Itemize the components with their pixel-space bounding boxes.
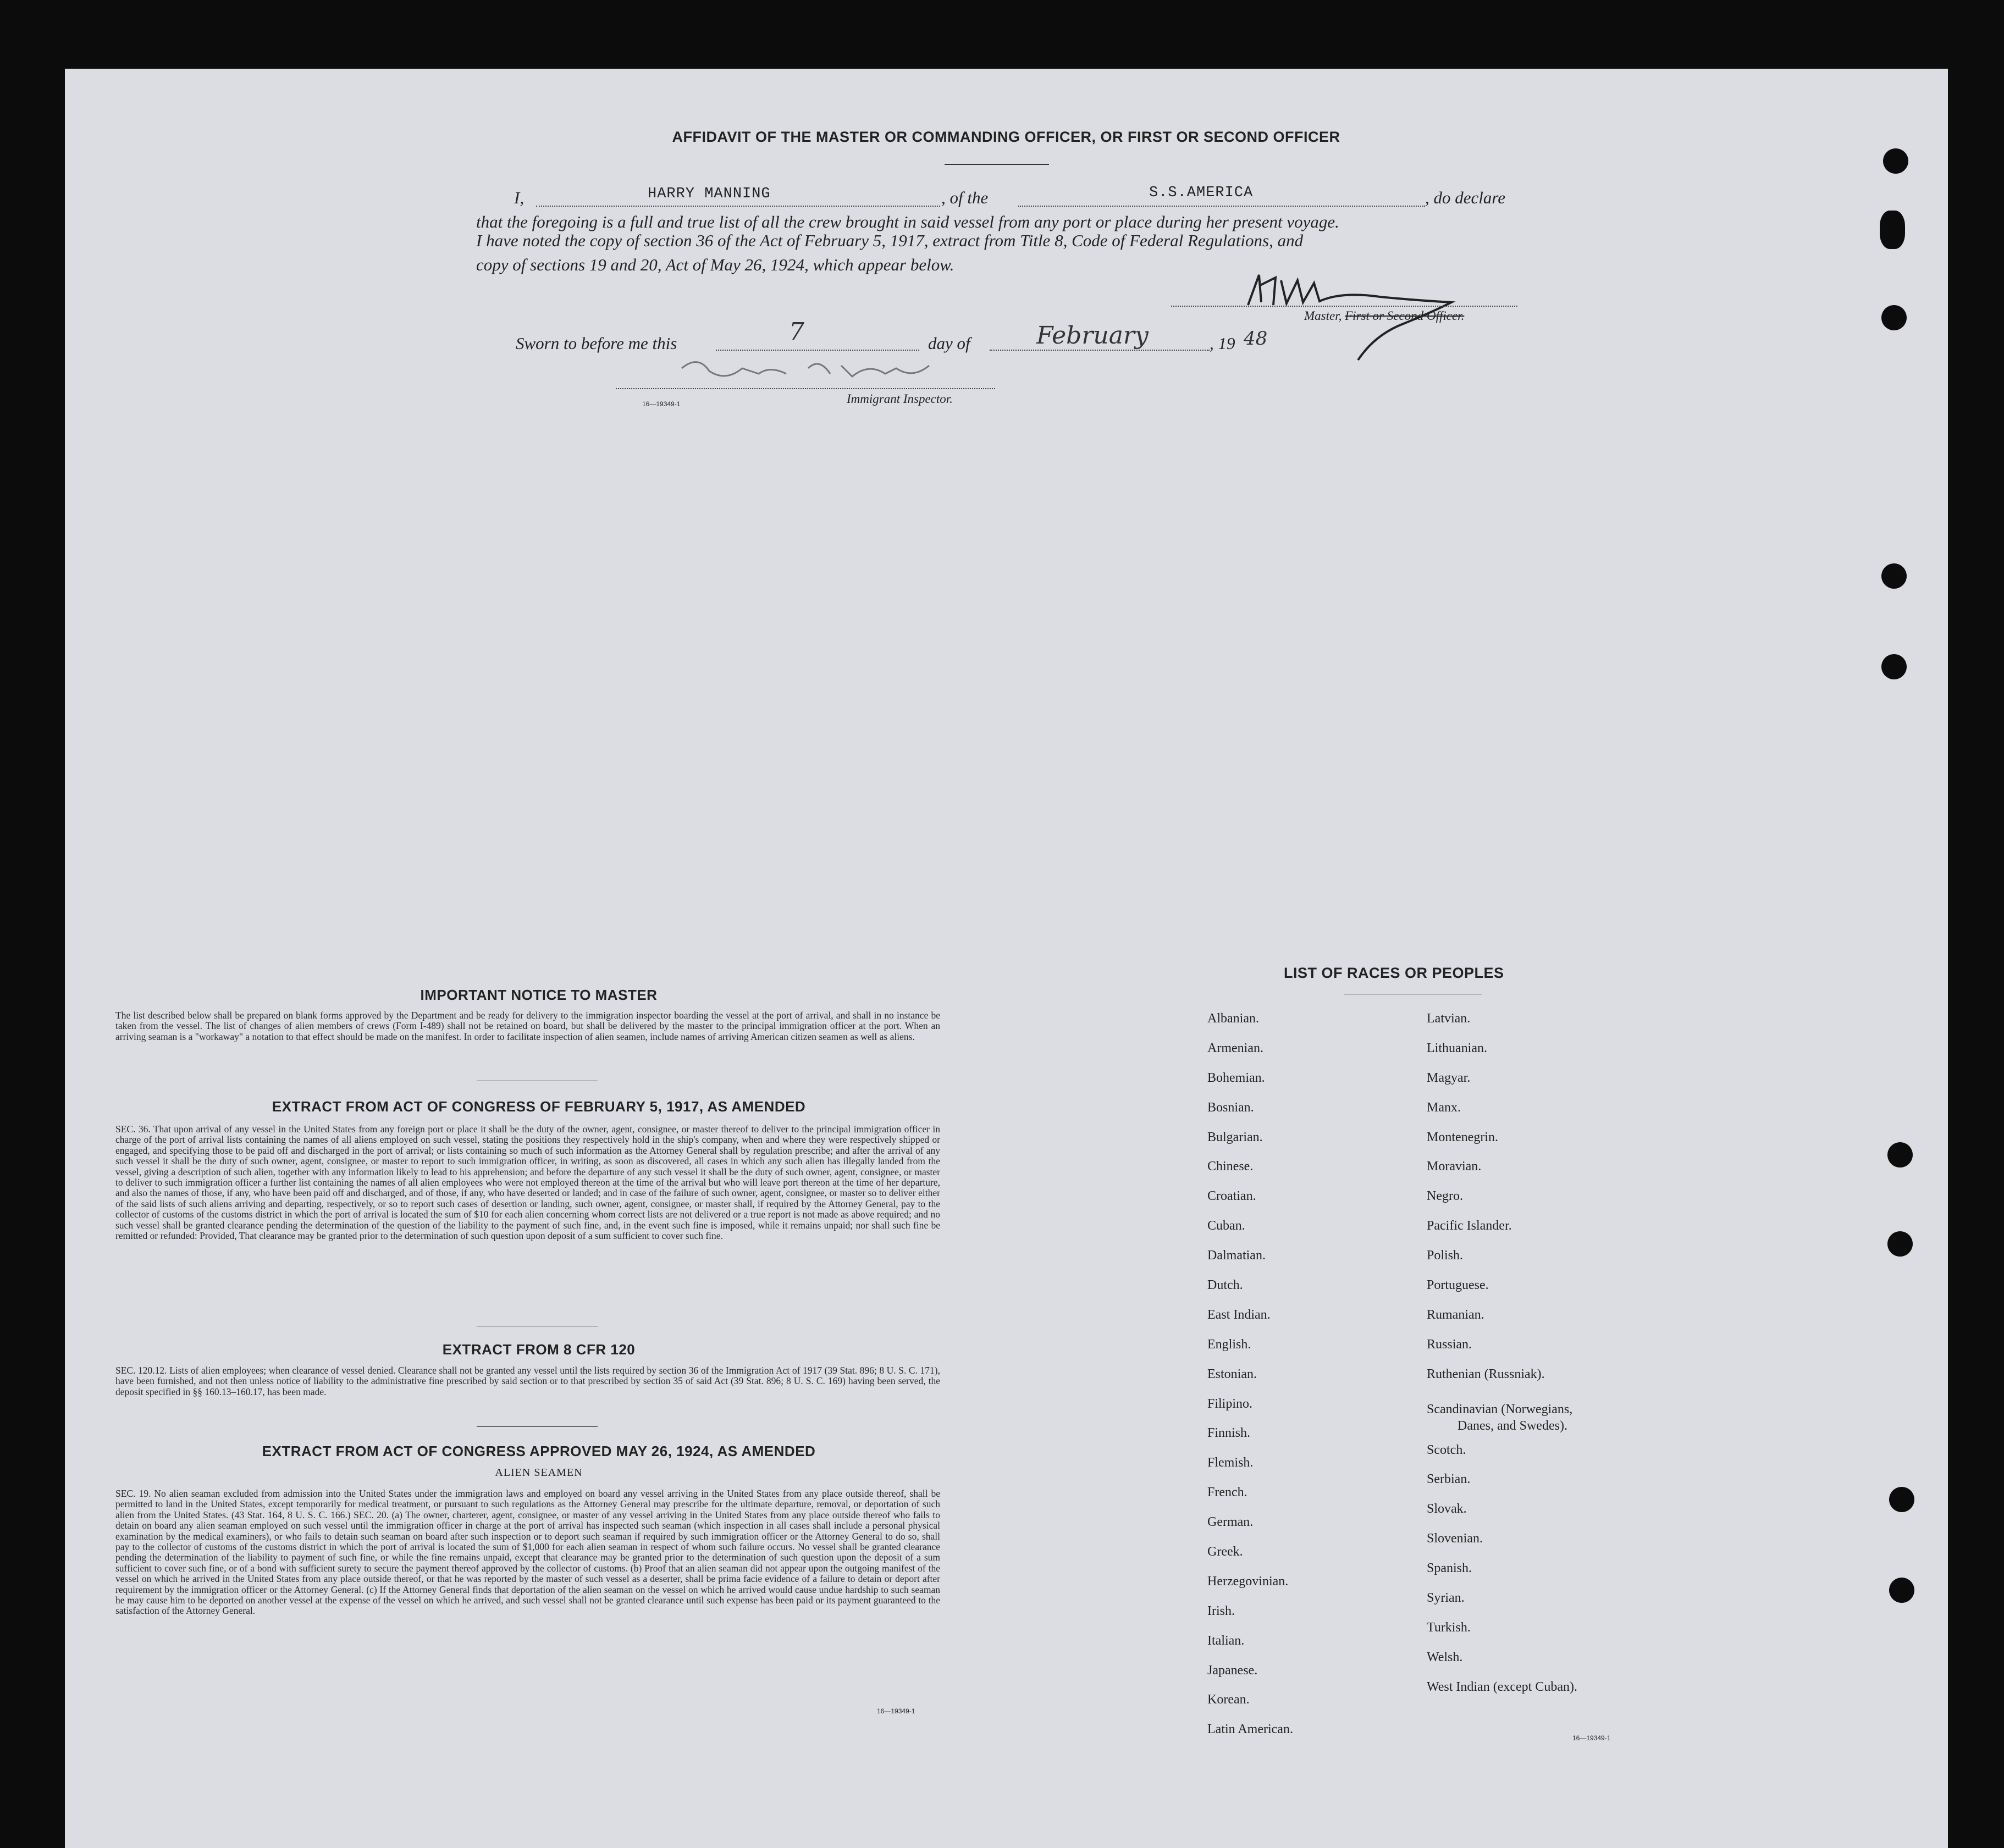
notice-paragraph: The list described below shall be prepared on blank forms approved by the Department and be ready for delivery to the immigration inspector boarding the vessel at the port of arrival, and shall in no instance be taken from the vessel. The list of changes of alien members of crews (Form I-489) shall not be retained on board, but shall be delivered by the master to the principal immigration officer at the port. When an arriving seaman is a "workaway" a notation to that effect should be made on the manifest. In order to facilitate inspection of alien seamen, include names of arriving American citizen seamen as well as aliens. [115, 1010, 940, 1042]
race-item: Portuguese. [1427, 1278, 1489, 1293]
race-item: Manx. [1427, 1100, 1461, 1115]
race-item: Latin American. [1207, 1722, 1293, 1737]
master-name-line [536, 206, 940, 207]
race-item: Japanese. [1207, 1663, 1258, 1678]
race-item: Polish. [1427, 1248, 1464, 1263]
race-item: Chinese. [1207, 1159, 1254, 1174]
race-item: Korean. [1207, 1692, 1250, 1707]
race-item: Finnish. [1207, 1426, 1251, 1441]
race-item: Slovak. [1427, 1502, 1467, 1517]
signature-line [1171, 306, 1517, 307]
race-item: Filipino. [1207, 1396, 1253, 1411]
notice-form-number: 16—19349-1 [877, 1707, 915, 1715]
declaration-line-3: I have noted the copy of section 36 of the Act of February 5, 1917, extract from Title 8, Code of Federal Regulations, and [476, 231, 1304, 250]
alien-seamen-subheading: ALIEN SEAMEN [495, 1467, 583, 1479]
binder-hole [1889, 1578, 1914, 1603]
race-item: Moravian. [1427, 1159, 1482, 1174]
binder-hole [1887, 1142, 1913, 1168]
year-prefix: , 19 [1210, 334, 1235, 353]
notice-heading: IMPORTANT NOTICE TO MASTER [420, 987, 658, 1003]
race-item: Ruthenian (Russniak). [1427, 1366, 1545, 1381]
extract-cfr-text: SEC. 120.12. Lists of alien employees; when clearance of vessel denied. Clearance shall not be granted any vessel until the lists required by section 36 of the Immigration Act of 1917 (39 Stat. 896; 8 U. S. C. 171), have been furnished, and not then unless notice of liability to the administrative fine prescribed by said section or to that prescribed by section 35 of said Act (39 Stat. 896; 8 U. S. C. 169) having been served, the deposit specified in §§ 160.13–160.17, has been made. [115, 1365, 940, 1397]
race-item: Danes, and Swedes). [1458, 1418, 1567, 1433]
binder-hole [1881, 305, 1907, 330]
race-item: Scandinavian (Norwegians, [1427, 1402, 1573, 1417]
race-item: German. [1207, 1515, 1254, 1530]
race-item: Scotch. [1427, 1442, 1466, 1457]
race-item: Negro. [1427, 1189, 1463, 1204]
sworn-day-line [716, 350, 919, 351]
race-item: Armenian. [1207, 1041, 1263, 1055]
extract-1917-text: SEC. 36. That upon arrival of any vessel in the United States from any foreign port or place it shall be the duty of the owner, agent, consignee, or master thereof to deliver to the principal immigration officer in charge of the port of arrival lists containing the names of all aliens employed on such vessel, stating the positions they respectively hold in the ship's company, when and where they were respectively shipped or engaged, and specifying those to be paid off and discharged in the port of arrival; or lists containing so much of such information as the Attorney General shall by regulation prescribe; and after the arrival of any such vessel it shall be the duty of such owner, agent, consignee, or master to report to such immigration officer, in writing, as soon as discovered, all cases in which any such alien has illegally landed from the vessel, giving a description of such alien, together with any information likely to lead to his apprehension; and before the departure of any such vessel it shall be the duty of such owner, agent, consignee, or master to deliver to such immigration officer a further list containing the names of all alien employees who were not employed thereon at the time of the arrival but who will leave port thereon at the time of her departure, and also the names of those, if any, who have been paid off and discharged, and of those, if any, who have deserted or landed; and in case of the failure of such owner, agent, consignee, or master so to deliver either of the said lists of such aliens arriving and departing, respectively, or so to report such cases of desertion or landing, such owner, agent, consignee, or master shall, if required by the Attorney General, pay to the collector of customs of the customs district in which the port of arrival is located the sum of $10 for each alien concerning whom correct lists are not delivered or a true report is not made as above required; and no such vessel shall be granted clearance pending the determination of the question of the liability to the payment of such fine, and, in the event such fine is imposed, while it remains unpaid; nor shall such fine be remitted or refunded: Provided, That clearance may be granted prior to the determination of such question upon deposit of a sum sufficient to cover such fine. [115, 1124, 940, 1242]
struck-officer-title: First or Second Officer. [1345, 309, 1465, 323]
inspector-title: Immigrant Inspector. [847, 392, 953, 406]
declaration-line-2: that the foregoing is a full and true list of all the crew brought in said vessel from any port or place during her present voyage. [476, 212, 1339, 231]
race-item: Albanian. [1207, 1011, 1259, 1026]
of-the-label: , of the [941, 188, 989, 207]
sworn-day: 7 [789, 318, 804, 346]
race-item: Bulgarian. [1207, 1130, 1263, 1144]
race-item: Estonian. [1207, 1366, 1257, 1381]
races-column-1 [1207, 1010, 1293, 1751]
race-item: West Indian (except Cuban). [1427, 1679, 1577, 1694]
binder-hole [1887, 1231, 1913, 1257]
sworn-month-line [990, 350, 1210, 351]
binder-hole [1883, 148, 1908, 174]
race-item: Dalmatian. [1207, 1248, 1266, 1263]
affidavit-form-number: 16—19349-1 [642, 400, 681, 408]
binder-hole [1881, 654, 1907, 679]
binder-hole [1881, 563, 1907, 589]
inspector-signature-line [616, 388, 995, 389]
extract-cfr-heading: EXTRACT FROM 8 CFR 120 [442, 1341, 636, 1358]
declaration-i-label: I, [514, 188, 525, 207]
vessel-name-line [1018, 206, 1425, 207]
extract-cfr-divider [477, 1426, 598, 1427]
races-column-2 [1427, 1010, 1577, 1708]
vessel-name: S.S.AMERICA [1149, 185, 1254, 201]
day-of-label: day of [928, 334, 970, 353]
race-item: Irish. [1207, 1603, 1235, 1618]
affidavit-title: AFFIDAVIT OF THE MASTER OR COMMANDING OFFICER, OR FIRST OR SECOND OFFICER [672, 129, 1340, 145]
race-item: Herzegovinian. [1207, 1574, 1289, 1589]
sworn-label: Sworn to before me this [516, 334, 677, 353]
race-item: Serbian. [1427, 1472, 1471, 1487]
race-item: Turkish. [1427, 1620, 1471, 1635]
race-item: Spanish. [1427, 1561, 1472, 1576]
binder-hole [1889, 1487, 1914, 1512]
declaration-line-4: copy of sections 19 and 20, Act of May 26, 1924, which appear below. [476, 255, 954, 274]
race-item: Bosnian. [1207, 1100, 1254, 1115]
race-item: Bohemian. [1207, 1070, 1265, 1085]
extract-1917-heading: EXTRACT FROM ACT OF CONGRESS OF FEBRUARY 5, 1917, AS AMENDED [272, 1098, 806, 1115]
race-item: Magyar. [1427, 1070, 1471, 1085]
race-item: Dutch. [1207, 1278, 1243, 1293]
race-item: Cuban. [1207, 1219, 1245, 1233]
race-item: English. [1207, 1337, 1251, 1352]
race-item: Latvian. [1427, 1011, 1471, 1026]
race-item: Flemish. [1207, 1456, 1254, 1470]
race-item: Syrian. [1427, 1591, 1465, 1606]
race-item: Italian. [1207, 1633, 1245, 1648]
race-item: Lithuanian. [1427, 1041, 1487, 1055]
binder-hole [1880, 211, 1905, 249]
race-item: Welsh. [1427, 1650, 1463, 1664]
master-title: Master, [1304, 309, 1342, 323]
master-title-row [1304, 309, 1464, 323]
race-item: Slovenian. [1427, 1531, 1483, 1546]
sworn-month: February [1036, 322, 1149, 350]
extract-1924-text: SEC. 19. No alien seaman excluded from admission into the United States under the immigration laws and employed on board any vessel arriving in the United States from any place outside thereof, shall be permitted to land in the United States, except temporarily for medical treatment, or pursuant to such regulations as the Attorney General may prescribe for the ultimate departure, removal, or deportation of such alien from the United States. (43 Stat. 164, 8 U. S. C. 166.) SEC. 20. (a) The owner, charterer, agent, consignee, or master of any vessel arriving in the United States from any place outside thereof who fails to detain on board any alien seaman employed on such vessel until the immigration officer in charge at the port of arrival has inspected such seaman (which inspection in all cases shall include a personal physical examination by the medical examiners), or who fails to detain such seaman on board after such inspection or to deport such seaman if required by such immigration officer or the Attorney General to do so, shall pay to the collector of customs of the customs district in which the port of arrival is located the sum of $1,000 for each alien seaman in respect of whom such failure occurs. No vessel shall be granted clearance pending the determination of the liability to payment of such fine, or while the fine remains unpaid, except that clearance may be granted prior to the determination of such question upon the deposit of a sum sufficient to cover such fine, or of a bond with sufficient surety to secure the payment thereof approved by the collector of customs. (b) Proof that an alien seaman did not appear upon the outgoing manifest of the vessel on which he arrived in the United States from any place outside thereof, or that he was reported by the master of such vessel as a deserter, shall be prima facie evidence of a failure to detain or deport after requirement by the immigration officer or the Attorney General. (c) If the Attorney General finds that deportation of the alien seaman on the vessel on which he arrived would cause undue hardship to such seaman he may cause him to be deported on another vessel at the expense of the vessel on which he arrived, and such vessel shall not be granted clearance until such expense has been paid or its payment guaranteed to the satisfaction of the Attorney General. [115, 1488, 940, 1617]
race-item: Rumanian. [1427, 1307, 1484, 1322]
race-item: Russian. [1427, 1337, 1472, 1352]
title-divider [945, 164, 1049, 165]
sworn-year: 48 [1244, 328, 1268, 350]
extract-1924-heading: EXTRACT FROM ACT OF CONGRESS APPROVED MAY 26, 1924, AS AMENDED [262, 1443, 816, 1459]
race-item: Pacific Islander. [1427, 1219, 1512, 1233]
race-item: Croatian. [1207, 1189, 1256, 1204]
races-form-number: 16—19349-1 [1572, 1734, 1611, 1742]
race-item: French. [1207, 1485, 1247, 1500]
race-item: Greek. [1207, 1545, 1243, 1559]
race-item: Montenegrin. [1427, 1130, 1498, 1144]
race-item: East Indian. [1207, 1307, 1271, 1322]
do-declare-label: , do declare [1425, 188, 1506, 207]
inspector-signature [676, 352, 951, 396]
master-name: HARRY MANNING [648, 186, 771, 202]
races-heading: LIST OF RACES OR PEOPLES [1284, 965, 1504, 981]
